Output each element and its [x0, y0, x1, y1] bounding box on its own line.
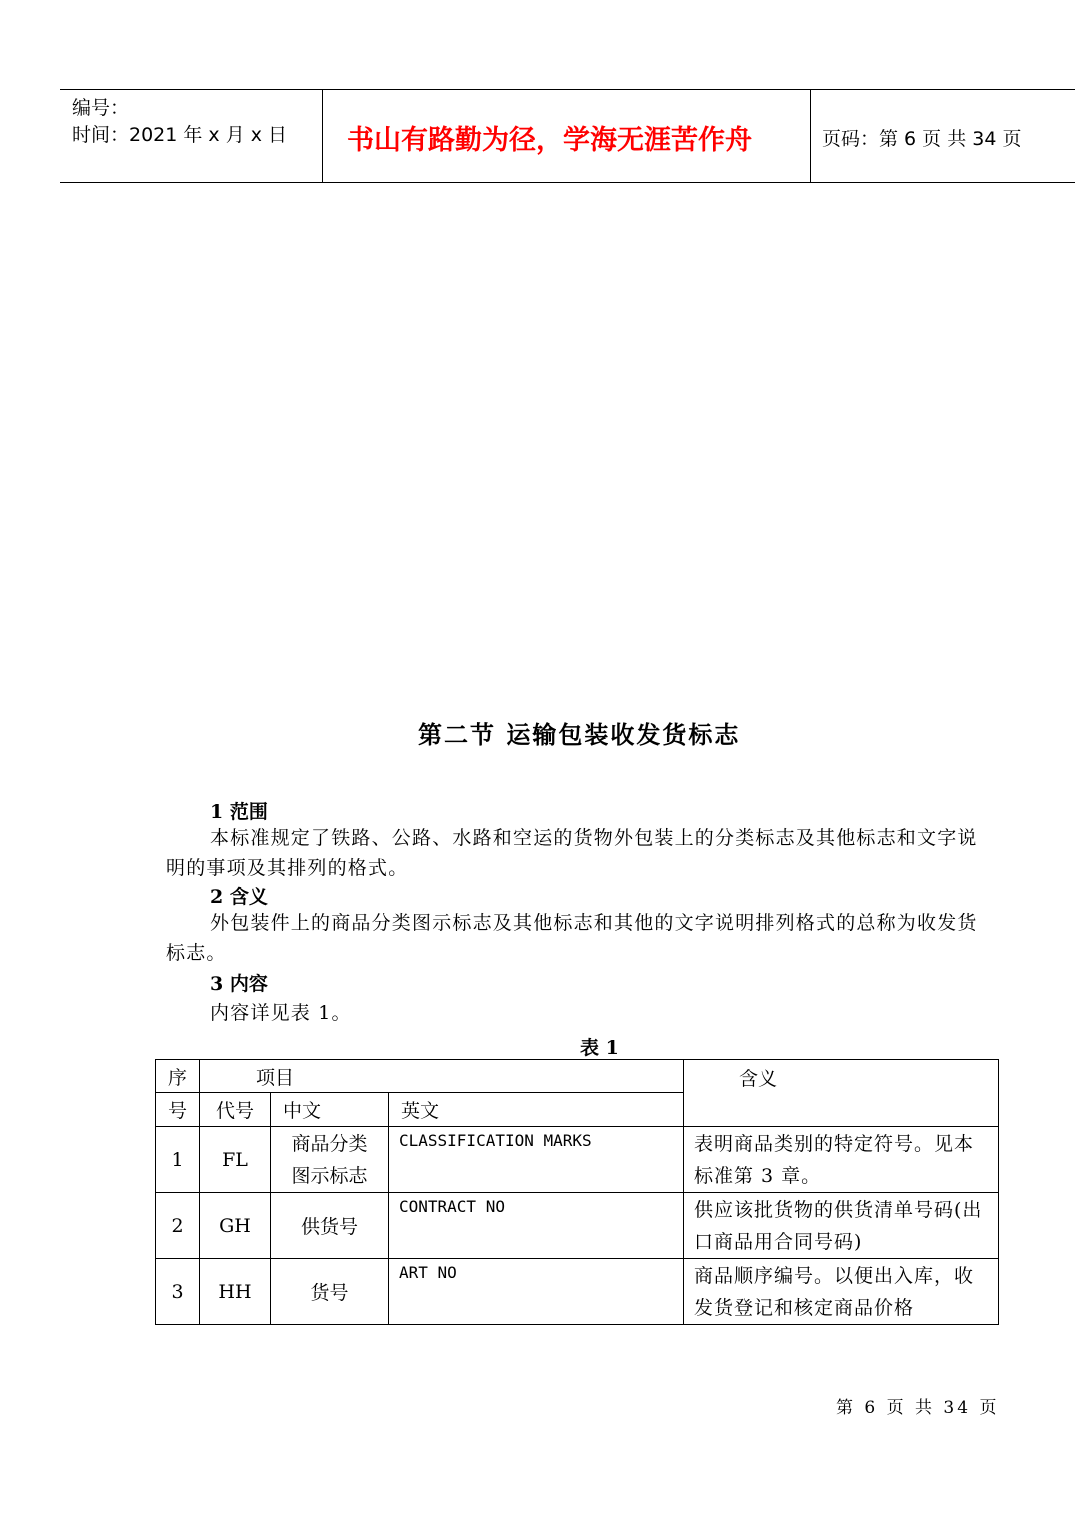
time-label: 时间：2021 年 x 月 x 日: [72, 124, 288, 146]
row-code: HH: [200, 1259, 271, 1325]
row-seq: 1: [156, 1127, 200, 1193]
row-seq: 3: [156, 1259, 200, 1325]
header-divider-right: [810, 90, 811, 182]
table-row: [156, 1259, 999, 1325]
table-caption: 表 1: [580, 1037, 619, 1059]
row-code: GH: [200, 1193, 271, 1259]
footer-page-number: 第 6 页 共 34 页: [836, 1398, 1000, 1418]
row-english: CONTRACT NO: [389, 1193, 684, 1259]
table-header-row-1: [156, 1060, 999, 1093]
header-item: 项目: [200, 1060, 684, 1093]
row-seq: 2: [156, 1193, 200, 1259]
table-row: [156, 1127, 999, 1193]
row-chinese: 货号: [271, 1259, 389, 1325]
header-bottom-rule: [60, 182, 1075, 183]
section-heading-content: 3 内容: [210, 973, 268, 995]
section-text-content: 内容详见表 1。: [210, 1002, 352, 1024]
section-heading-meaning: 2 含义: [210, 886, 268, 908]
serial-label: 编号：: [72, 97, 130, 119]
section-heading-scope: 1 范围: [210, 801, 268, 823]
row-code: FL: [200, 1127, 271, 1193]
header-english: 英文: [389, 1093, 684, 1127]
section-text-scope: 本标准规定了铁路、公路、水路和空运的货物外包装上的分类标志及其他标志和文字说明的事项及其排列的格式。: [166, 827, 978, 879]
row-english: CLASSIFICATION MARKS: [389, 1127, 684, 1193]
section-title: 第二节 运输包装收发货标志: [418, 720, 741, 749]
motto: 书山有路勤为径，学海无涯苦作舟: [347, 125, 752, 156]
row-meaning: 商品顺序编号。以便出入库，收发货登记和核定商品价格: [684, 1259, 999, 1325]
page-label: 页码：第 6 页 共 34 页: [822, 128, 1022, 150]
row-meaning: 表明商品类别的特定符号。见本标准第 3 章。: [684, 1127, 999, 1193]
row-meaning: 供应该批货物的供货清单号码(出口商品用合同号码): [684, 1193, 999, 1259]
row-chinese: 商品分类图示标志: [271, 1127, 389, 1193]
header-seq-top: 序: [156, 1060, 200, 1093]
header-seq-bottom: 号: [156, 1093, 200, 1127]
header-chinese: 中文: [271, 1093, 389, 1127]
marks-table: [155, 1059, 999, 1325]
row-chinese: 供货号: [271, 1193, 389, 1259]
row-english: ART NO: [389, 1259, 684, 1325]
section-text-meaning: 外包装件上的商品分类图示标志及其他标志和其他的文字说明排列格式的总称为收发货标志。: [166, 912, 978, 964]
header-divider-left: [322, 90, 323, 182]
table-row: [156, 1193, 999, 1259]
header-meaning: 含义: [684, 1060, 999, 1127]
header-code: 代号: [200, 1093, 271, 1127]
header-top-rule: [60, 89, 1075, 90]
